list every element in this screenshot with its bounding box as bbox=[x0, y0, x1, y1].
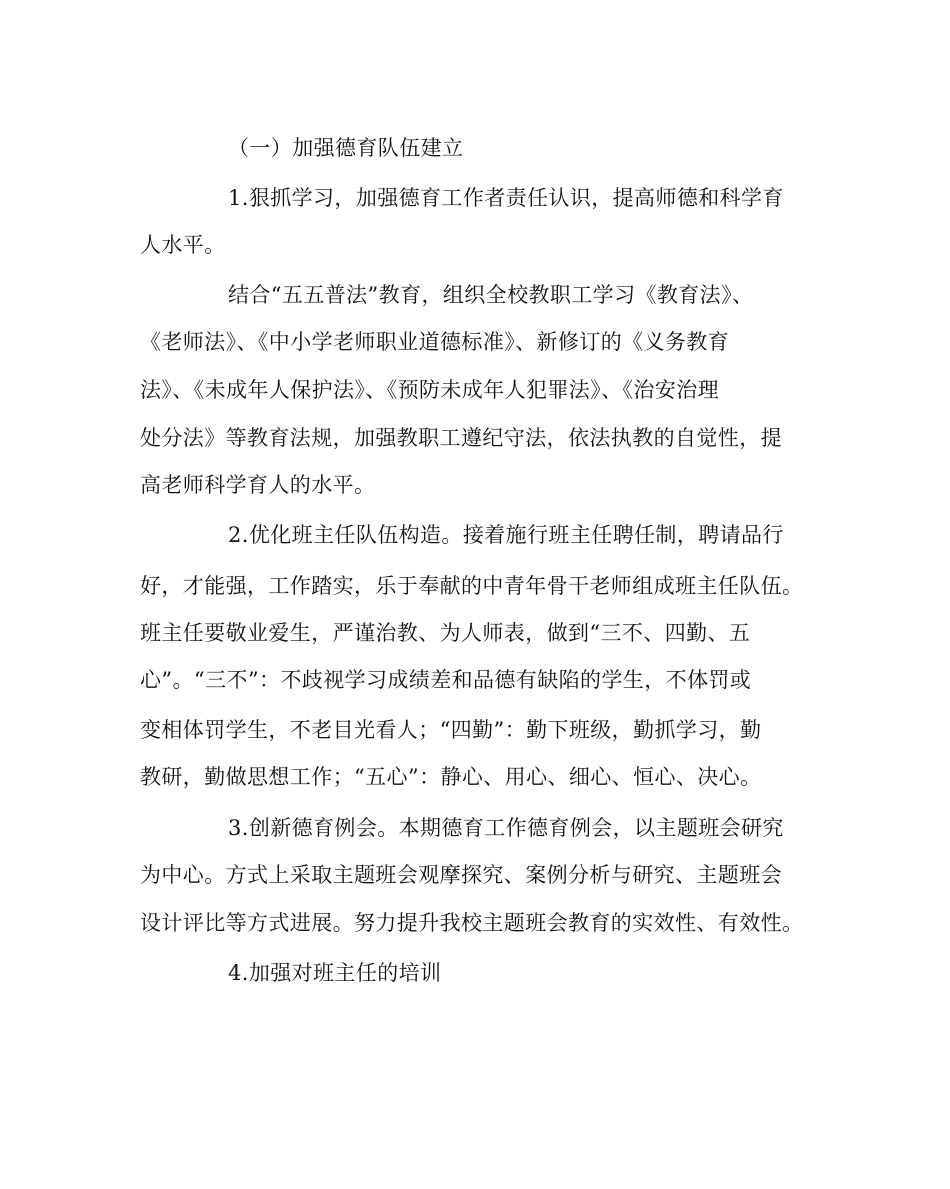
paragraph-line: 教研，勤做思想工作；“五心”：静心、用心、细心、恒心、决心。 bbox=[140, 765, 762, 789]
paragraph-line: 设计评比等方式进展。努力提升我校主题班会教育的实效性、有效性。 bbox=[140, 911, 804, 935]
paragraph-line: 结合“五五普法”教育，组织全校教职工学习《教育法》、 bbox=[228, 283, 754, 307]
paragraph-line: 处分法》等教育法规，加强教职工遵纪守法，依法执教的自觉性，提 bbox=[140, 426, 782, 450]
paragraph-line: 人水平。 bbox=[140, 233, 226, 257]
paragraph-line: 高老师科学育人的水平。 bbox=[140, 473, 376, 497]
paragraph-line: 为中心。方式上采取主题班会观摩探究、案例分析与研究、主题班会 bbox=[140, 863, 782, 887]
paragraph-line: 班主任要敬业爱生，严谨治教、为人师表，做到“三不、四勤、五 bbox=[140, 621, 751, 645]
paragraph-line: 3.创新德育例会。本期德育工作德育例会，以主题班会研究 bbox=[228, 816, 784, 840]
paragraph-line: 《老师法》、《中小学老师职业道德标准》、新修订的《义务教育 bbox=[140, 330, 730, 354]
paragraph-line: 好，才能强，工作踏实，乐于奉献的中青年骨干老师组成班主任队伍。 bbox=[140, 574, 804, 598]
paragraph-line: 2.优化班主任队伍构造。接着施行班主任聘任制，聘请品行 bbox=[228, 523, 784, 547]
paragraph-line: 法》、《未成年人保护法》、《预防未成年人犯罪法》、《治安治理 bbox=[140, 378, 719, 402]
section-heading: （一）加强德育队伍建立 bbox=[228, 136, 464, 160]
paragraph-line: 1.狠抓学习，加强德育工作者责任认识，提高师德和科学育 bbox=[228, 186, 784, 210]
paragraph-line: 心”。“三不”：不歧视学习成绩差和品德有缺陷的学生，不体罚或 bbox=[140, 668, 752, 692]
paragraph-line: 4.加强对班主任的培训 bbox=[228, 961, 442, 985]
paragraph-line: 变相体罚学生，不老目光看人；“四勤”：勤下班级，勤抓学习，勤 bbox=[140, 718, 762, 742]
